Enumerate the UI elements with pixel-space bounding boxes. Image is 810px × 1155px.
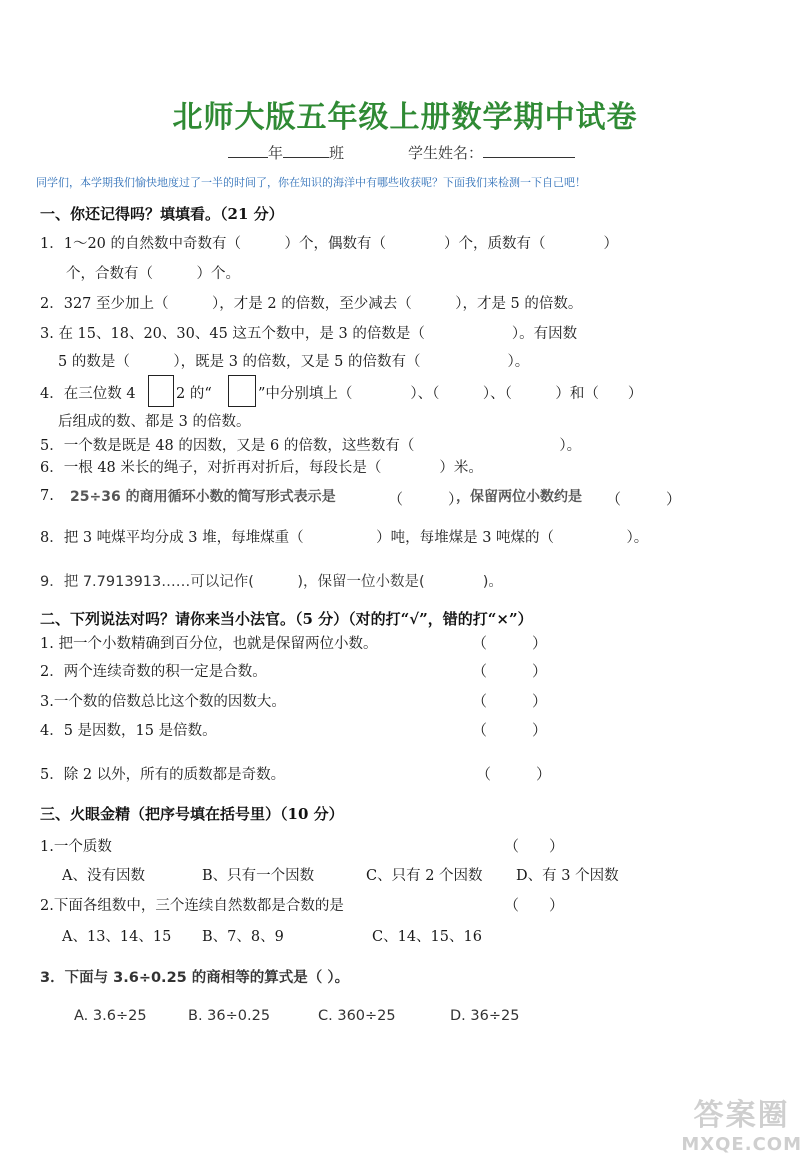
judge-item-1: 1. 把一个小数精确到百分位，也就是保留两位小数。 xyxy=(40,636,378,652)
watermark-logo xyxy=(681,1090,802,1155)
choice-1-option-b: B、只有一个因数 xyxy=(202,868,315,884)
grade-blank xyxy=(228,142,268,158)
watermark-line1: 答案圈 xyxy=(693,1098,790,1133)
question-5: 5．一个数是既是 48 的因数，又是 6 的倍数，这些数有（ ）。 xyxy=(40,438,582,454)
name-field xyxy=(408,142,575,163)
choice-question-2: 2.下面各组数中，三个连续自然数都是合数的是 xyxy=(40,898,344,914)
choice-blank-2: （ ） xyxy=(504,896,565,914)
question-7-blank1: （ ） xyxy=(388,490,464,508)
choice-3-option-d: D. 36÷25 xyxy=(450,1008,520,1024)
choice-1-option-a: A、没有因数 xyxy=(62,868,145,884)
grade-field xyxy=(228,142,344,163)
digit-box-1 xyxy=(148,375,174,407)
judge-item-5: 5．除 2 以外，所有的质数都是奇数。 xyxy=(40,767,286,783)
choice-2-option-b: B、7、8、9 xyxy=(202,929,284,945)
question-3-line1: 3. 在 15、18、20、30、45 这五个数中，是 3 的倍数是（ ）。有因数 xyxy=(40,326,578,342)
section3-heading: 三、火眼金精（把序号填在括号里）（10 分） xyxy=(40,805,344,823)
choice-question-1: 1.一个质数 xyxy=(40,839,112,855)
choice-3-option-b: B. 36÷0.25 xyxy=(188,1008,271,1024)
name-label: 学生姓名： xyxy=(408,144,484,162)
choice-3-option-c: C. 360÷25 xyxy=(318,1008,396,1024)
digit-box-2 xyxy=(228,375,256,407)
question-7-text2: ，保留两位小数约是 xyxy=(456,489,582,505)
judge-blank-4: （ ） xyxy=(472,721,548,739)
question-4-part2: 2 的“ xyxy=(176,386,212,402)
judge-item-2: 2．两个连续奇数的积一定是合数。 xyxy=(40,664,267,680)
question-7-text: 25÷36 的商用循环小数的简写形式表示是 xyxy=(70,489,336,505)
question-4-line2: 后组成的数、都是 3 的倍数。 xyxy=(58,414,251,430)
class-blank xyxy=(283,142,329,158)
question-9: 9．把 7.7913913……可以记作( )，保留一位小数是( )。 xyxy=(40,574,503,590)
page-title: 北师大版五年级上册数学期中试卷 xyxy=(172,100,638,135)
question-8: 8．把 3 吨煤平均分成 3 堆，每堆煤重（ ）吨，每堆煤是 3 吨煤的（ ）。 xyxy=(40,530,649,546)
question-6: 6．一根 48 米长的绳子，对折再对折后，每段长是（ ）米。 xyxy=(40,460,483,476)
choice-3-option-a: A. 3.6÷25 xyxy=(74,1008,147,1024)
judge-blank-1: （ ） xyxy=(472,634,548,652)
choice-1-option-d: D、有 3 个因数 xyxy=(516,868,619,884)
judge-item-4: 4．5 是因数，15 是倍数。 xyxy=(40,723,217,739)
choice-2-option-a: A、13、14、15 xyxy=(62,929,172,945)
watermark-line2: MXQE.COM xyxy=(681,1134,802,1155)
grade-label: 年 xyxy=(268,144,284,162)
question-4-part1: 4．在三位数 4 xyxy=(40,386,136,402)
name-blank xyxy=(483,142,575,158)
question-1-line1: 1．1～20 的自然数中奇数有（ ）个，偶数有（ ）个，质数有（ ） xyxy=(40,236,619,252)
question-1-line2: 个，合数有（ ）个。 xyxy=(66,266,240,282)
choice-2-option-c: C、14、15、16 xyxy=(372,929,482,945)
question-7-blank2: （ ） xyxy=(606,490,682,508)
judge-blank-5: （ ） xyxy=(476,765,552,783)
question-2: 2．327 至少加上（ ），才是 2 的倍数，至少减去（ ），才是 5 的倍数。 xyxy=(40,296,583,312)
question-7-number: 7. xyxy=(40,488,54,504)
intro-text: 同学们，本学期我们愉快地度过了一半的时间了，你在知识的海洋中有哪些收获呢？下面我们来检测一下自己吧！ xyxy=(36,176,586,189)
choice-blank-1: （ ） xyxy=(504,837,565,855)
section1-heading: 一、你还记得吗？填填看。（21 分） xyxy=(40,205,284,223)
choice-1-option-c: C、只有 2 个因数 xyxy=(366,868,483,884)
choice-question-3: 3．下面与 3.6÷0.25 的商相等的算式是（ ）。 xyxy=(40,970,350,986)
question-3-line2: 5 的数是（ ），既是 3 的倍数，又是 5 的倍数有（ ）。 xyxy=(58,354,530,370)
class-label: 班 xyxy=(329,144,345,162)
section2-heading: 二、下列说法对吗？请你来当小法官。（5 分）（对的打“√”，错的打“×”） xyxy=(40,610,533,628)
judge-blank-2: （ ） xyxy=(472,662,548,680)
question-4-part3: ”中分别填上（ ）、（ ）、（ ）和（ ） xyxy=(258,386,643,402)
judge-item-3: 3.一个数的倍数总比这个数的因数大。 xyxy=(40,694,286,710)
judge-blank-3: （ ） xyxy=(472,692,548,710)
